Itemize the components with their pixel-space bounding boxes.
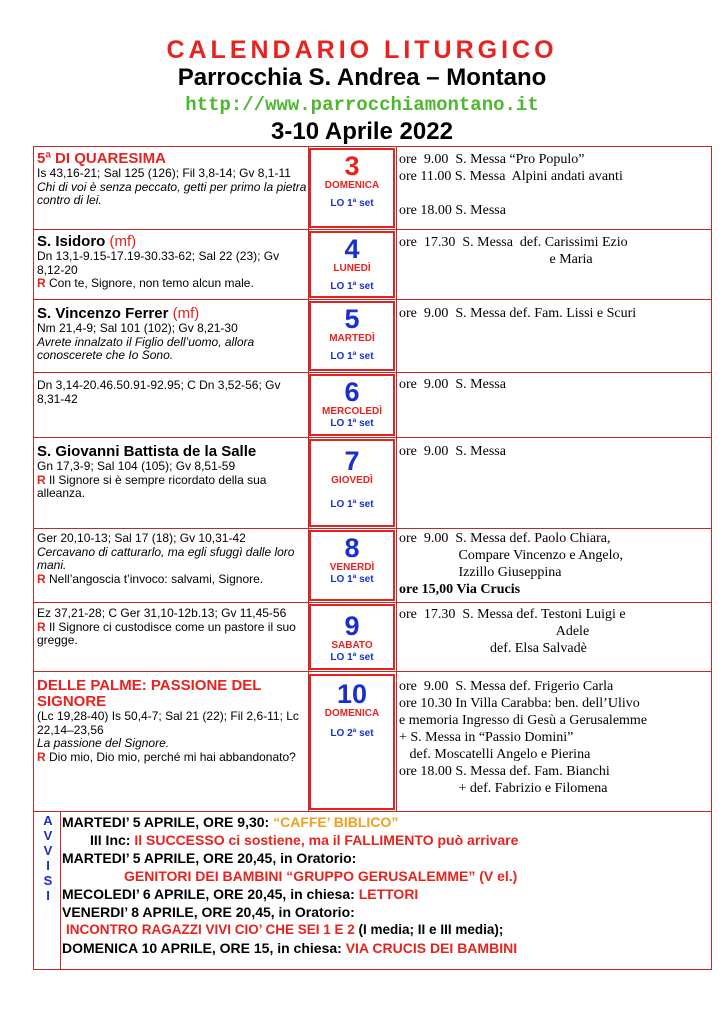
memorial-tag: (mf) bbox=[109, 233, 137, 250]
response-label: R bbox=[37, 276, 46, 290]
day-name: GIOVEDÌ bbox=[331, 475, 373, 486]
quote: Chi di voi è senza peccato, getti per primo la pietra contro di lei. bbox=[37, 179, 307, 207]
liturgy-week: LO 1ª set bbox=[330, 351, 374, 362]
day-name: MARTEDÌ bbox=[329, 333, 375, 344]
day-name: SABATO bbox=[331, 640, 373, 651]
feast-title bbox=[37, 306, 307, 322]
avvisi-letter: V bbox=[43, 828, 53, 843]
liturgy-cell-6 bbox=[37, 377, 307, 406]
readings: Gn 17,3-9; Sal 104 (105); Gv 8,51-59 bbox=[37, 459, 236, 473]
notice-line: GENITORI DEI BAMBINI “GRUPPO GERUSALEMME” (V el.) bbox=[124, 868, 518, 884]
liturgy-week: LO 1ª set bbox=[330, 198, 374, 209]
response-label: R bbox=[37, 472, 46, 487]
liturgy-week: LO 1ª set bbox=[330, 281, 374, 292]
day-number: 6 bbox=[344, 377, 360, 407]
mass-line: ore 15,00 Via Crucis bbox=[399, 582, 521, 597]
day-number: 8 bbox=[344, 533, 360, 563]
notice-text: MARTEDI’ 5 APRILE, ORE 9,30: bbox=[62, 814, 274, 830]
quote: Avrete innalzato il Figlio dell’uomo, allora conoscerete che Io Sono. bbox=[37, 334, 255, 362]
day-box-7 bbox=[309, 439, 395, 527]
row-divider bbox=[33, 671, 712, 672]
row-divider bbox=[33, 602, 712, 603]
table-border-top bbox=[33, 146, 712, 147]
notice-line: VENERDI’ 8 APRILE, ORE 20,45, in Oratorio: bbox=[62, 904, 355, 920]
day-number: 3 bbox=[344, 151, 360, 181]
notice-text: MECOLEDI’ 6 APRILE, ORE 20,45, in chiesa: bbox=[62, 886, 359, 902]
readings: Nm 21,4-9; Sal 101 (102); Gv 8,21-30 bbox=[37, 321, 238, 335]
mass-cell-10 bbox=[399, 678, 709, 797]
mass-cell-7 bbox=[399, 443, 709, 460]
quote: Cercavano di catturarlo, ma egli sfuggì dalle loro mani. bbox=[37, 544, 295, 572]
feast-title: DELLE PALME: PASSIONE DEL SIGNORE bbox=[37, 677, 262, 710]
day-box-6 bbox=[309, 374, 395, 436]
notice-line bbox=[62, 831, 712, 849]
notice-highlight: INCONTRO RAGAZZI VIVI CIO’ CHE SEI 1 E 2 bbox=[66, 922, 359, 937]
mass-line: ore 9.00 S. Messa bbox=[399, 377, 506, 392]
liturgy-week: LO 2ª set bbox=[330, 728, 374, 739]
liturgy-week: LO 1ª set bbox=[330, 499, 374, 510]
mass-cell-9 bbox=[399, 606, 709, 657]
response: Con te, Signore, non temo alcun male. bbox=[49, 276, 254, 290]
mass-cell-5 bbox=[399, 305, 709, 322]
avvisi-label bbox=[37, 813, 59, 903]
day-box-3 bbox=[309, 148, 395, 228]
mass-line: Compare Vincenzo e Angelo, bbox=[399, 548, 624, 563]
liturgy-cell-8 bbox=[37, 530, 307, 586]
avvisi-letter: A bbox=[43, 813, 53, 828]
parish-name: Parrocchia S. Andrea – Montano bbox=[177, 64, 547, 91]
avvisi-letter: I bbox=[46, 858, 50, 873]
day-box-10 bbox=[309, 674, 395, 810]
readings: Ez 37,21-28; C Ger 31,10-12b.13; Gv 11,45-56 bbox=[37, 606, 287, 620]
mass-line: ore 9.00 S. Messa def. Fam. Lissi e Scuri bbox=[399, 306, 637, 321]
response: Il Signore ci custodisce come un pastore il suo gregge. bbox=[37, 619, 296, 647]
avvisi-divider bbox=[60, 811, 61, 969]
readings: Is 43,16-21; Sal 125 (126); Fil 3,8-14; Gv 8,1-11 bbox=[37, 166, 291, 180]
avvisi-letter: V bbox=[43, 843, 53, 858]
liturgy-cell-5 bbox=[37, 304, 307, 363]
quote: La passione del Signore. bbox=[37, 736, 170, 750]
mass-cell-4 bbox=[399, 234, 709, 268]
notice-line: MARTEDI’ 5 APRILE, ORE 20,45, in Oratorio: bbox=[62, 850, 357, 866]
day-box-9 bbox=[309, 604, 395, 670]
liturgy-week: LO 1ª set bbox=[330, 574, 374, 585]
avvisi-letter: S bbox=[43, 873, 53, 888]
row-divider bbox=[33, 437, 712, 438]
notice-line bbox=[62, 885, 712, 903]
notice-line bbox=[62, 921, 712, 939]
notice-text: III Inc: bbox=[90, 832, 135, 848]
row-divider bbox=[33, 811, 712, 812]
page-title: CALENDARIO LITURGICO bbox=[166, 36, 558, 64]
website-link[interactable]: http://www.parrocchiamontano.it bbox=[185, 94, 539, 116]
notice-text: (I media; II e III media); bbox=[358, 922, 504, 937]
day-name: DOMENICA bbox=[324, 180, 380, 191]
day-box-4 bbox=[309, 231, 395, 298]
mass-cell-6 bbox=[399, 376, 709, 393]
day-name: MERCOLEDÌ bbox=[322, 406, 382, 417]
row-divider bbox=[33, 229, 712, 230]
mass-line: ore 17.30 S. Messa def. Carissimi Ezio bbox=[399, 235, 628, 250]
mass-cell-3 bbox=[399, 151, 709, 219]
day-box-5 bbox=[309, 301, 395, 371]
saint-name: S. Vincenzo Ferrer bbox=[37, 305, 169, 322]
row-divider bbox=[33, 299, 712, 300]
liturgy-cell-9 bbox=[37, 605, 307, 648]
table-border-left bbox=[33, 146, 34, 970]
response-label: R bbox=[37, 749, 46, 764]
memorial-tag: (mf) bbox=[172, 305, 200, 322]
readings: Ger 20,10-13; Sal 17 (18); Gv 10,31-42 bbox=[37, 531, 246, 545]
notice-highlight: Il SUCCESSO ci sostiene, ma il FALLIMENTO può arrivare bbox=[134, 832, 519, 848]
day-name: DOMENICA bbox=[324, 708, 380, 719]
mass-cell-8 bbox=[399, 530, 709, 598]
liturgy-cell-7 bbox=[37, 442, 307, 501]
mass-line: ore 18.00 S. Messa bbox=[399, 203, 506, 218]
avvisi-notices bbox=[62, 813, 712, 957]
date-range: 3-10 Aprile 2022 bbox=[271, 118, 453, 145]
response: Dio mio, Dio mio, perché mi hai abbandonato? bbox=[49, 749, 296, 764]
mass-line: ore 17.30 S. Messa def. Testoni Luigi e bbox=[399, 607, 626, 622]
response-label: R bbox=[37, 619, 46, 634]
liturgy-cell-4 bbox=[37, 232, 307, 291]
mass-line: ore 9.00 S. Messa bbox=[399, 444, 506, 459]
row-divider bbox=[33, 528, 712, 529]
column-divider bbox=[396, 146, 397, 811]
liturgy-cell-3 bbox=[37, 149, 307, 208]
saint-name: S. Isidoro bbox=[37, 233, 106, 250]
feast-title bbox=[37, 234, 307, 250]
mass-line: + S. Messa in “Passio Domini” bbox=[399, 730, 574, 745]
feast-title: 5ª DI QUARESIMA bbox=[37, 150, 166, 167]
mass-line: + def. Fabrizio e Filomena bbox=[399, 781, 608, 796]
feast-title: S. Giovanni Battista de la Salle bbox=[37, 443, 257, 460]
mass-line: ore 11.00 S. Messa Alpini andati avanti bbox=[399, 169, 623, 184]
notice-highlight: LETTORI bbox=[358, 886, 419, 902]
row-divider bbox=[33, 372, 712, 373]
day-number: 9 bbox=[344, 611, 360, 641]
avvisi-letter: I bbox=[46, 888, 50, 903]
day-box-8 bbox=[309, 530, 395, 601]
mass-line: ore 9.00 S. Messa “Pro Populo” bbox=[399, 152, 585, 167]
notice-line bbox=[62, 939, 712, 957]
day-name: VENERDÌ bbox=[329, 562, 375, 573]
mass-line: ore 10.30 In Villa Carabba: ben. dell’Ulivo bbox=[399, 696, 640, 711]
day-number: 10 bbox=[336, 679, 368, 709]
mass-line: ore 9.00 S. Messa def. Frigerio Carla bbox=[399, 679, 614, 694]
mass-line: def. Moscatelli Angelo e Pierina bbox=[399, 747, 591, 762]
mass-line: Adele bbox=[399, 624, 590, 639]
day-number: 5 bbox=[344, 304, 360, 334]
liturgy-week: LO 1ª set bbox=[330, 652, 374, 663]
day-number: 7 bbox=[344, 446, 360, 476]
response: Il Signore si è sempre ricordato della sua alleanza. bbox=[37, 472, 267, 500]
mass-line: e Maria bbox=[399, 252, 593, 267]
table-border-bottom bbox=[33, 969, 712, 970]
notice-line bbox=[62, 813, 712, 831]
readings: (Lc 19,28-40) Is 50,4-7; Sal 21 (22); Fil 2,6-11; Lc 22,14–23,56 bbox=[37, 709, 299, 737]
mass-line: def. Elsa Salvadè bbox=[399, 641, 587, 656]
liturgy-cell-10 bbox=[37, 676, 307, 764]
mass-line: ore 18.00 S. Messa def. Fam. Bianchi bbox=[399, 764, 610, 779]
readings: Dn 13,1-9.15-17.19-30.33-62; Sal 22 (23); Gv 8,12-20 bbox=[37, 249, 280, 277]
mass-line bbox=[399, 185, 709, 202]
response-label: R bbox=[37, 571, 46, 586]
mass-line: ore 9.00 S. Messa def. Paolo Chiara, bbox=[399, 531, 611, 546]
liturgy-week: LO 1ª set bbox=[330, 418, 374, 429]
notice-highlight: “CAFFE’ BIBLICO” bbox=[273, 814, 399, 830]
response: Nell’angoscia t’invoco: salvami, Signore. bbox=[49, 571, 264, 586]
notice-text: DOMENICA 10 APRILE, ORE 15, in chiesa: bbox=[62, 940, 346, 956]
notice-highlight: VIA CRUCIS DEI BAMBINI bbox=[345, 940, 518, 956]
readings: Dn 3,14-20.46.50.91-92.95; C Dn 3,52-56; Gv 8,31-42 bbox=[37, 378, 281, 406]
mass-line: e memoria Ingresso di Gesù a Gerusalemme bbox=[399, 713, 648, 728]
day-number: 4 bbox=[344, 234, 360, 264]
day-name: LUNEDÌ bbox=[333, 263, 371, 274]
mass-line: Izzillo Giuseppina bbox=[399, 565, 562, 580]
